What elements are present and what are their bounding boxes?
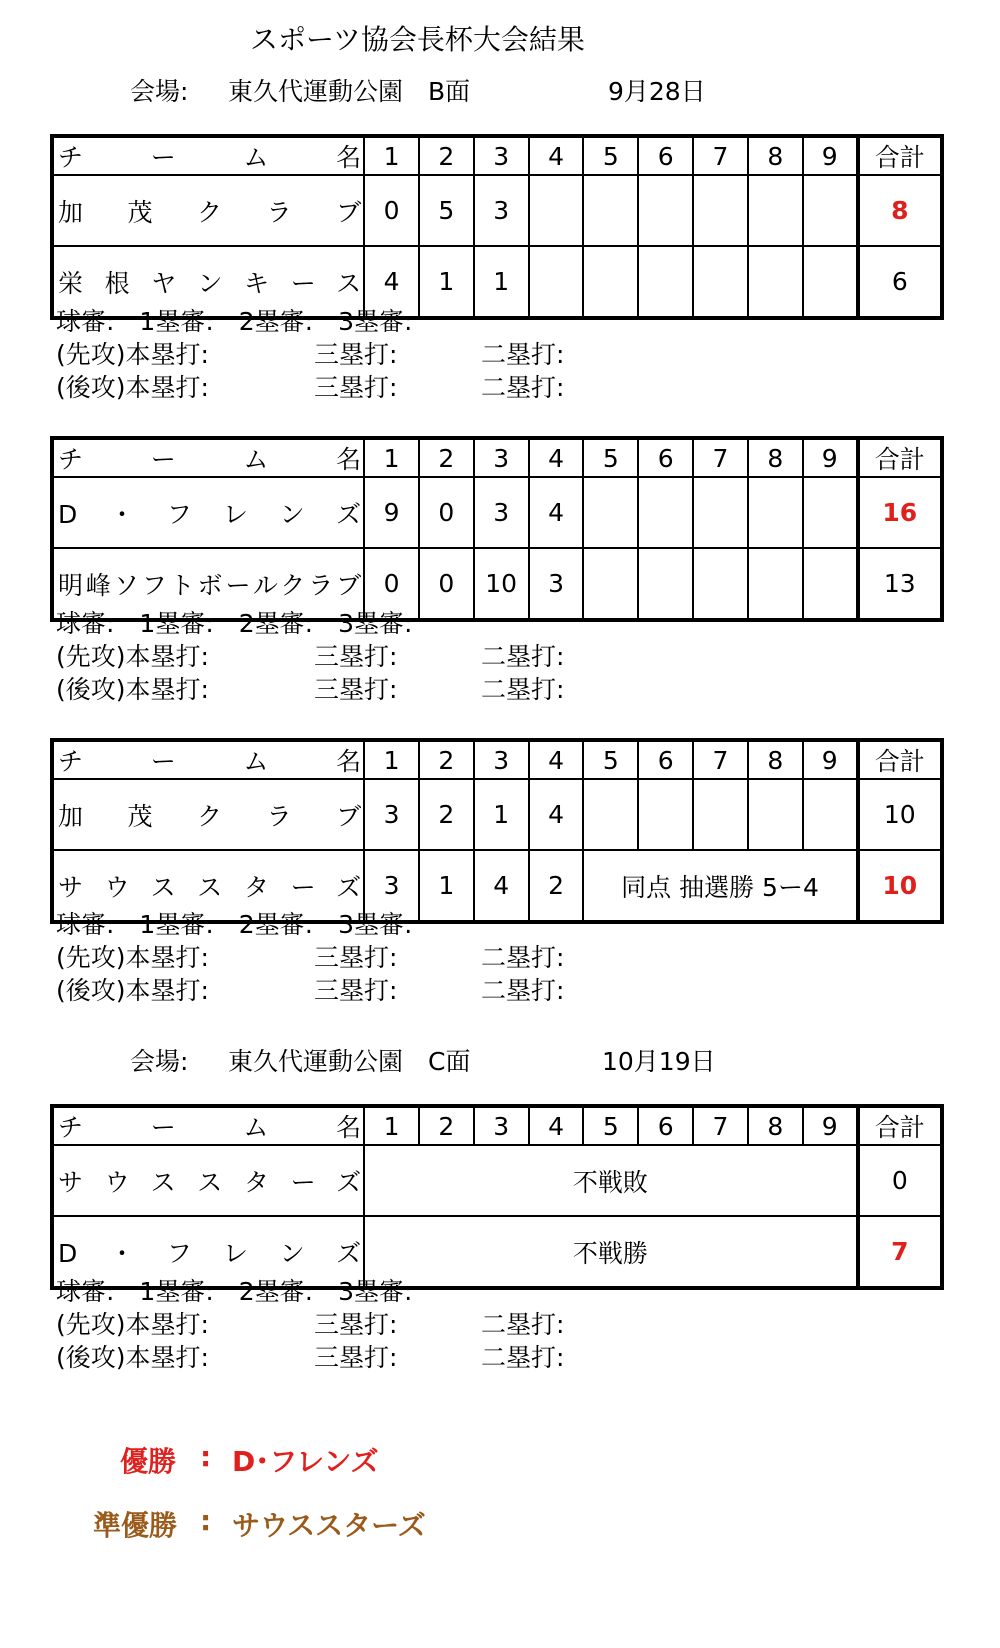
inning-score — [748, 246, 803, 318]
inning-score — [693, 246, 748, 318]
inning-header: 8 — [748, 136, 803, 175]
home-run-label: (後攻)本塁打: — [56, 675, 209, 704]
scoreboard-header — [52, 136, 942, 175]
team-row — [52, 175, 942, 246]
triple-label: 三塁打: — [314, 675, 398, 704]
team-total: 7 — [858, 1216, 942, 1288]
total-header: 合計 — [858, 136, 942, 175]
venue-place: 東久代運動公園 C面 — [228, 1047, 471, 1076]
inning-score: 3 — [529, 548, 584, 620]
team-name: サウススターズ — [58, 1167, 362, 1197]
venue-date: 10月19日 — [602, 1047, 716, 1076]
inning-score: 1 — [474, 246, 529, 318]
umpire-text: 球審: 1塁審: 2塁審: 3塁審: — [56, 609, 413, 638]
scoreboard-table — [50, 1104, 944, 1290]
inning-header: 9 — [803, 1106, 858, 1145]
runner-up-label: 準優勝 — [93, 1509, 178, 1542]
inning-score — [583, 548, 638, 620]
team-header-cell — [52, 1106, 364, 1145]
home-run-label: (後攻)本塁打: — [56, 373, 209, 402]
inning-header: 1 — [364, 740, 419, 779]
inning-header: 3 — [474, 136, 529, 175]
venue-label: 会場: — [130, 77, 189, 106]
inning-score: 10 — [474, 548, 529, 620]
venue-label: 会場: — [130, 1047, 189, 1076]
first-team-hits — [56, 640, 565, 673]
inning-header: 6 — [638, 136, 693, 175]
venue-line-1 — [130, 72, 706, 108]
scoreboard-header — [52, 740, 942, 779]
inning-score — [638, 779, 693, 850]
inning-score — [693, 779, 748, 850]
game-note: 不戦勝 — [364, 1216, 857, 1288]
total-header: 合計 — [858, 438, 942, 477]
inning-header: 1 — [364, 136, 419, 175]
inning-header: 8 — [748, 438, 803, 477]
inning-score — [748, 548, 803, 620]
inning-header: 2 — [419, 136, 474, 175]
inning-score: 3 — [364, 779, 419, 850]
inning-header: 3 — [474, 438, 529, 477]
inning-score — [529, 175, 584, 246]
inning-header: 5 — [583, 740, 638, 779]
venue-date: 9月28日 — [608, 77, 706, 106]
inning-header: 7 — [693, 438, 748, 477]
inning-score — [693, 477, 748, 548]
runner-up-team: サウススターズ — [232, 1509, 426, 1542]
triple-label: 三塁打: — [314, 340, 398, 369]
inning-score: 2 — [419, 779, 474, 850]
team-name-cell — [52, 779, 364, 850]
inning-score — [529, 246, 584, 318]
team-name-cell — [52, 175, 364, 246]
team-name: サウススターズ — [58, 872, 362, 902]
inning-score — [803, 246, 858, 318]
inning-score — [748, 779, 803, 850]
second-team-hits — [56, 371, 565, 404]
home-run-label: (後攻)本塁打: — [56, 1343, 209, 1372]
inning-header: 2 — [419, 1106, 474, 1145]
team-name: 栄根ヤンキース — [58, 268, 362, 298]
team-total: 10 — [858, 850, 942, 922]
triple-label: 三塁打: — [314, 1310, 398, 1339]
inning-header: 4 — [529, 1106, 584, 1145]
inning-score: 0 — [364, 548, 419, 620]
inning-score — [638, 175, 693, 246]
team-name-cell — [52, 1145, 364, 1216]
scoreboard-table — [50, 738, 944, 924]
team-name: 加 茂 ク ラ ブ — [58, 801, 362, 831]
inning-score: 1 — [419, 850, 474, 922]
inning-score — [693, 175, 748, 246]
umpire-line — [56, 908, 412, 941]
inning-score: 3 — [474, 175, 529, 246]
inning-score: 4 — [529, 779, 584, 850]
triple-label: 三塁打: — [314, 373, 398, 402]
home-run-label: (先攻)本塁打: — [56, 642, 209, 671]
inning-header: 5 — [583, 438, 638, 477]
inning-score — [638, 548, 693, 620]
home-run-label: (後攻)本塁打: — [56, 976, 209, 1005]
inning-score — [748, 175, 803, 246]
inning-score — [583, 779, 638, 850]
team-total: 6 — [858, 246, 942, 318]
page-title: スポーツ協会長杯大会結果 — [250, 23, 585, 56]
inning-header: 9 — [803, 740, 858, 779]
inning-score — [803, 175, 858, 246]
game-note: 不戦敗 — [364, 1145, 857, 1216]
team-name-cell — [52, 477, 364, 548]
inning-score: 3 — [364, 850, 419, 922]
scoreboard-table — [50, 134, 944, 320]
inning-score: 2 — [529, 850, 584, 922]
team-total: 8 — [858, 175, 942, 246]
inning-header: 6 — [638, 740, 693, 779]
first-team-hits — [56, 338, 565, 371]
double-label: 二塁打: — [481, 675, 565, 704]
triple-label: 三塁打: — [314, 976, 398, 1005]
team-name-header: チ ー ム 名 — [58, 143, 362, 172]
inning-header: 9 — [803, 438, 858, 477]
champion-colon: : — [200, 1440, 212, 1473]
champion-line — [120, 1440, 379, 1480]
team-name-header: チ ー ム 名 — [58, 445, 362, 474]
scoreboard-table — [50, 436, 944, 622]
team-name-header: チ ー ム 名 — [58, 747, 362, 776]
inning-header: 4 — [529, 438, 584, 477]
team-name: D・フレンズ — [58, 1238, 362, 1268]
second-team-hits — [56, 673, 565, 706]
inning-score — [803, 548, 858, 620]
inning-header: 4 — [529, 740, 584, 779]
champion-label: 優勝 — [120, 1445, 177, 1478]
venue-place: 東久代運動公園 B面 — [228, 77, 471, 106]
team-row — [52, 779, 942, 850]
team-total: 16 — [858, 477, 942, 548]
inning-header: 8 — [748, 1106, 803, 1145]
inning-score: 4 — [529, 477, 584, 548]
inning-score — [638, 477, 693, 548]
inning-header: 1 — [364, 438, 419, 477]
inning-header: 7 — [693, 136, 748, 175]
double-label: 二塁打: — [481, 943, 565, 972]
inning-score — [638, 246, 693, 318]
inning-score — [803, 779, 858, 850]
game-note: 同点 抽選勝 5ー4 — [583, 850, 857, 922]
inning-score — [748, 477, 803, 548]
scoreboard-header — [52, 438, 942, 477]
inning-header: 4 — [529, 136, 584, 175]
inning-score: 0 — [364, 175, 419, 246]
runner-up-line — [93, 1504, 426, 1544]
umpire-line — [56, 1275, 412, 1308]
team-header-cell — [52, 740, 364, 779]
inning-header: 7 — [693, 1106, 748, 1145]
venue-line-2 — [130, 1042, 716, 1078]
inning-score: 1 — [419, 246, 474, 318]
team-total: 0 — [858, 1145, 942, 1216]
inning-header: 5 — [583, 136, 638, 175]
home-run-label: (先攻)本塁打: — [56, 1310, 209, 1339]
team-row — [52, 477, 942, 548]
inning-header: 3 — [474, 1106, 529, 1145]
inning-header: 5 — [583, 1106, 638, 1145]
inning-header: 7 — [693, 740, 748, 779]
team-name: D・フレンズ — [58, 499, 362, 529]
home-run-label: (先攻)本塁打: — [56, 943, 209, 972]
game-notes — [56, 908, 565, 1007]
umpire-text: 球審: 1塁審: 2塁審: 3塁審: — [56, 1277, 413, 1306]
umpire-text: 球審: 1塁審: 2塁審: 3塁審: — [56, 307, 413, 336]
team-name-header: チ ー ム 名 — [58, 1113, 362, 1142]
double-label: 二塁打: — [481, 340, 565, 369]
inning-score: 1 — [474, 779, 529, 850]
total-header: 合計 — [858, 1106, 942, 1145]
team-header-cell — [52, 438, 364, 477]
inning-score — [803, 477, 858, 548]
scoreboard-header — [52, 1106, 942, 1145]
inning-header: 2 — [419, 438, 474, 477]
inning-score: 9 — [364, 477, 419, 548]
double-label: 二塁打: — [481, 1310, 565, 1339]
inning-score — [583, 477, 638, 548]
team-header-cell — [52, 136, 364, 175]
inning-score — [583, 246, 638, 318]
second-team-hits — [56, 974, 565, 1007]
triple-label: 三塁打: — [314, 943, 398, 972]
double-label: 二塁打: — [481, 373, 565, 402]
inning-header: 2 — [419, 740, 474, 779]
inning-header: 8 — [748, 740, 803, 779]
team-name: 加 茂 ク ラ ブ — [58, 197, 362, 227]
total-header: 合計 — [858, 740, 942, 779]
team-name: 明峰ソフトボールクラブ — [58, 570, 362, 600]
second-team-hits — [56, 1341, 565, 1374]
inning-score: 0 — [419, 477, 474, 548]
umpire-line — [56, 305, 412, 338]
game-notes — [56, 607, 565, 706]
game-notes — [56, 1275, 565, 1374]
team-total: 13 — [858, 548, 942, 620]
home-run-label: (先攻)本塁打: — [56, 340, 209, 369]
first-team-hits — [56, 941, 565, 974]
team-row — [52, 1145, 942, 1216]
inning-score: 4 — [364, 246, 419, 318]
triple-label: 三塁打: — [314, 1343, 398, 1372]
double-label: 二塁打: — [481, 642, 565, 671]
game-notes — [56, 305, 565, 404]
inning-header: 9 — [803, 136, 858, 175]
double-label: 二塁打: — [481, 1343, 565, 1372]
inning-score: 4 — [474, 850, 529, 922]
inning-score: 3 — [474, 477, 529, 548]
umpire-text: 球審: 1塁審: 2塁審: 3塁審: — [56, 910, 413, 939]
champion-team: D･フレンズ — [232, 1445, 379, 1478]
inning-header: 6 — [638, 438, 693, 477]
inning-score — [583, 175, 638, 246]
inning-score: 5 — [419, 175, 474, 246]
first-team-hits — [56, 1308, 565, 1341]
triple-label: 三塁打: — [314, 642, 398, 671]
inning-score — [693, 548, 748, 620]
team-total: 10 — [858, 779, 942, 850]
inning-score: 0 — [419, 548, 474, 620]
double-label: 二塁打: — [481, 976, 565, 1005]
runner-up-colon: : — [200, 1504, 212, 1537]
inning-header: 6 — [638, 1106, 693, 1145]
inning-header: 1 — [364, 1106, 419, 1145]
umpire-line — [56, 607, 412, 640]
inning-header: 3 — [474, 740, 529, 779]
